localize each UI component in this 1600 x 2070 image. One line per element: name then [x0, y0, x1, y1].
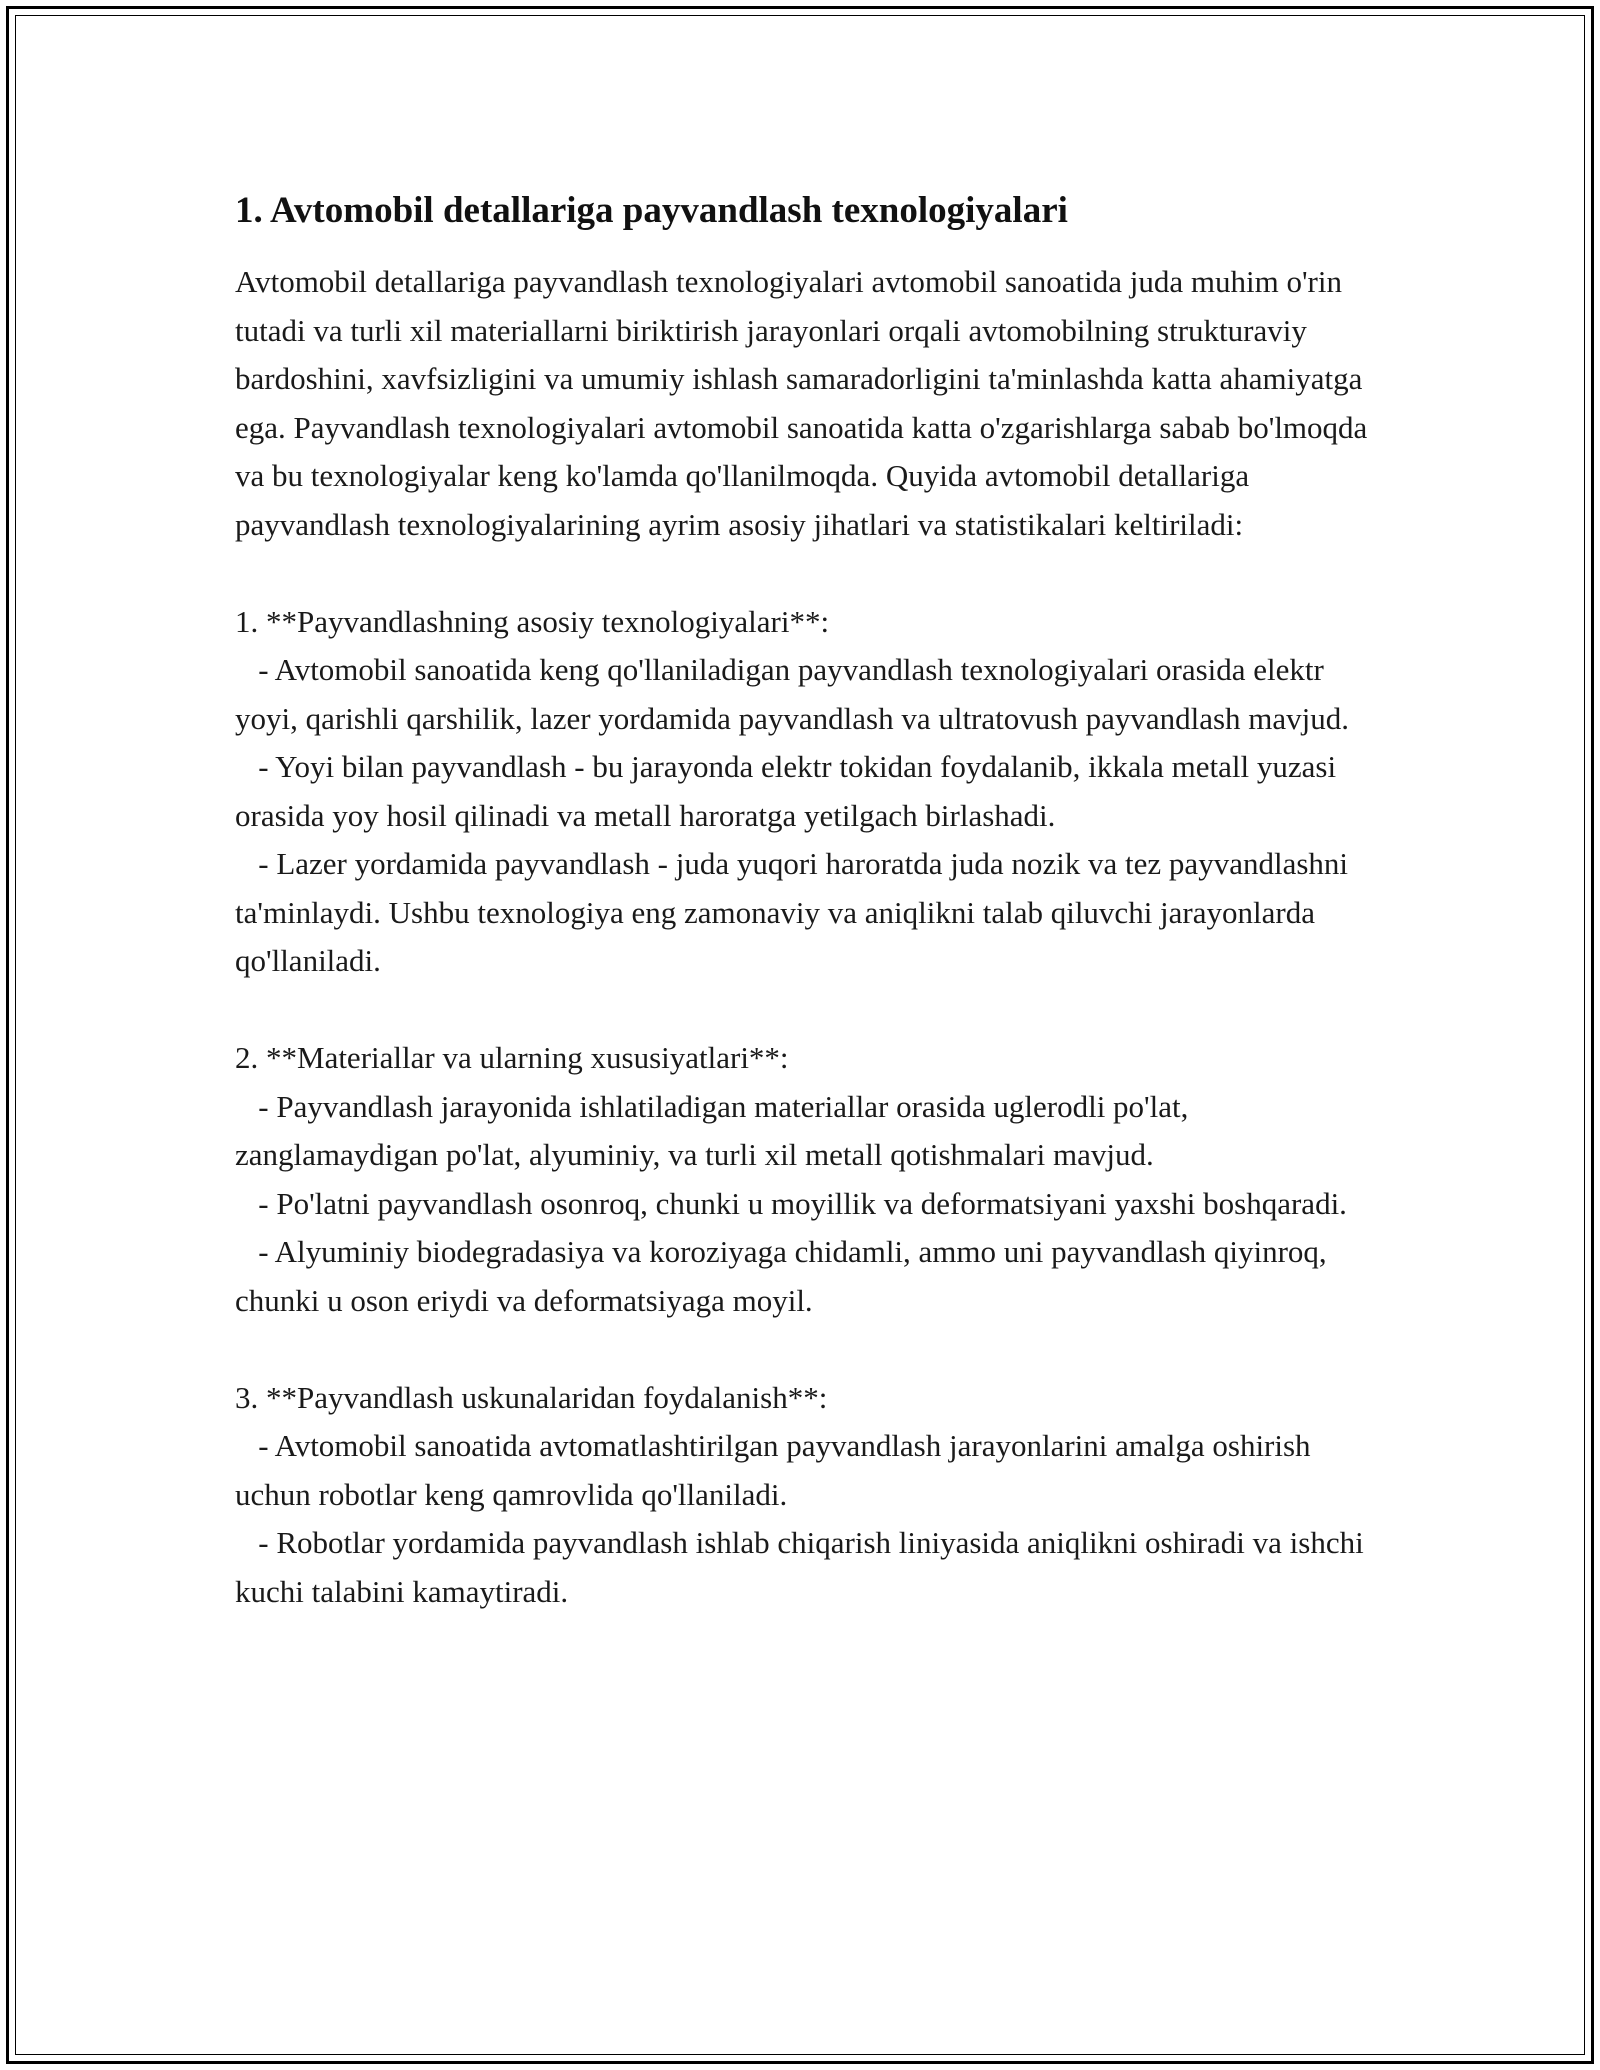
document-body — [235, 186, 1375, 1616]
list-item: - Avtomobil sanoatida avtomatlashtirilgan payvandlash jarayonlarini amalga oshirish uchun robotlar keng qamrovlida qo'llaniladi. — [235, 1428, 1319, 1512]
list-item: - Po'latni payvandlash osonroq, chunki u moyillik va deformatsiyani yaxshi boshqaradi. — [235, 1185, 1347, 1221]
section-heading: 1. **Payvandlashning asosiy texnologiyalari**: — [235, 603, 830, 639]
section-materials — [235, 1034, 1375, 1325]
list-item: - Robotlar yordamida payvandlash ishlab chiqarish liniyasida aniqlikni oshiradi va ishchi kuchi talabini kamaytiradi. — [235, 1525, 1372, 1609]
section-heading: 2. **Materiallar va ularning xususiyatlari**: — [235, 1040, 789, 1075]
intro-paragraph: Avtomobil detallariga payvandlash texnologiyalari avtomobil sanoatida juda muhim o'rin tutadi va turli xil materiallarni biriktirish jarayonlari orqali avtomobilning strukturaviy bardoshini, xavfsizligini va umumiy ishlash samaradorligini ta'minlashda katta ahamiyatga ega. Payvandlash texnologiyalari avtomobil sanoatida katta o'zgarishlarga sabab bo'lmoqda va bu texnologiyalar keng ko'lamda qo'llanilmoqda. Quyida avtomobil detallariga payvandlash texnologiyalarining ayrim asosiy jihatlari va statistikalari keltiriladi: — [235, 264, 1376, 542]
list-item: - Payvandlash jarayonida ishlatiladigan materiallar orasida uglerodli po'lat, zanglamaydigan po'lat, alyuminiy, va turli xil metall qotishmalari mavjud. — [235, 1088, 1197, 1172]
list-item: - Alyuminiy biodegradasiya va koroziyaga chidamli, ammo uni payvandlash qiyinroq, chunki u oson eriydi va deformatsiyaga moyil. — [235, 1234, 1335, 1318]
list-item: - Lazer yordamida payvandlash - juda yuqori haroratda juda nozik va tez payvandlashni ta'minlaydi. Ushbu texnologiya eng zamonaviy va aniqlikni talab qiluvchi jarayonlarda qo'llaniladi. — [235, 846, 1356, 978]
list-item: - Avtomobil sanoatida keng qo'llaniladigan payvandlash texnologiyalari orasida elektr yoyi, qarishli qarshilik, lazer yordamida payvandlash va ultratovush payvandlash mavjud. — [235, 652, 1350, 736]
section-heading: 3. **Payvandlash uskunalaridan foydalanish**: — [235, 1379, 828, 1415]
document-title: 1. Avtomobil detallariga payvandlash texnologiyalari — [235, 190, 1068, 231]
section-technologies — [235, 598, 1375, 986]
list-item: - Yoyi bilan payvandlash - bu jarayonda elektr tokidan foydalanib, ikkala metall yuzasi orasida yoy hosil qilinadi va metall haroratga yetilgach birlashadi. — [235, 749, 1344, 833]
section-equipment — [235, 1374, 1375, 1617]
